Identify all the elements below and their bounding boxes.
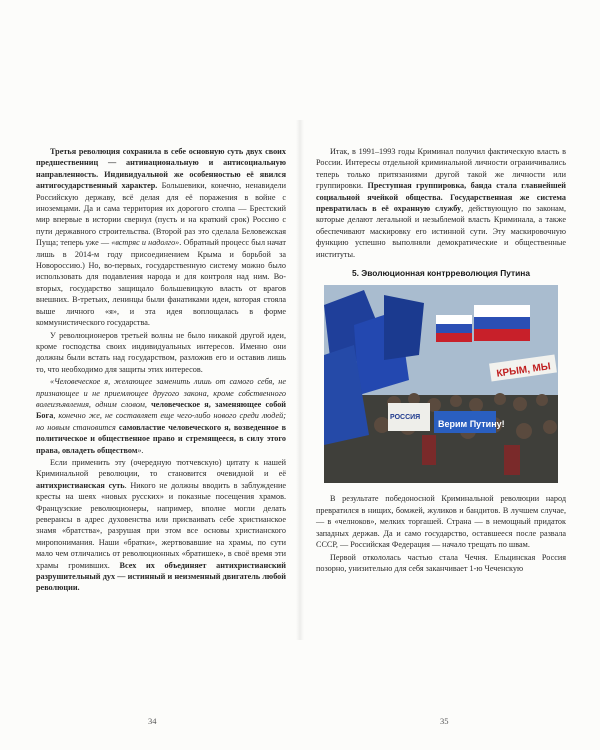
banner-russia: РОССИЯ — [390, 414, 421, 422]
rally-photo-illustration — [324, 285, 558, 483]
right-page-number: 35 — [440, 716, 449, 726]
left-p3-bold-2: самовластие человеческого я, возведенное в политическое и общественное право и стремящееся, в силу этого права, овладеть обществом — [36, 422, 286, 455]
left-p1-text-1: Большевики, конечно, ненавидели Российскую державу, всё делая для её поражения в войне с иноземцами. Да и сама территория их дорогого столпа — Брестский мир впервые в истории свернул (пусть и на краткий срок) Россию с пути державного строительства. (Второй раз это сделала Беловежская Пуща; теперь уже — — [36, 181, 286, 248]
right-paragraph-3 — [316, 552, 566, 575]
left-paragraph-1 — [36, 146, 286, 329]
left-p3-italic-2: , конечно же, не составляет еще чего-либо нового среди людей; но новым становится — [36, 411, 286, 432]
right-p1-bold: Преступная группировка, банда стала главнейшей социальной ячейкой общества. Государственная же система превратилась в её охранную службу — [316, 181, 566, 214]
right-p1-text-1: Итак, в 1991–1993 годы Криминал получил фактическую власть в России. Интересы отдельной криминальной личности ограничивались теперь только притязаниями другой такой же личности или группировки. — [316, 147, 566, 191]
right-paragraph-1 — [316, 146, 566, 260]
left-paragraph-3-quote — [36, 376, 286, 456]
left-p1-italic: «встряс и надолго» — [111, 238, 180, 248]
left-p1-bold: Третья революция сохранила в себе основную суть двух своих предшественниц — антинациональную и антисоциальную направленность. Индивидуальной же особенностью её явился антигосударственный характер. — [36, 147, 286, 191]
left-p4-text-2: . Никого не должны вводить в заблуждение кресты на шеях «новых русских» и показные посещения храмов. Французские революционеры, например, вполне могли делать реверансы в адрес духовенства или присваивать себе христианское знамя «братства», разрушая при этом все основы христианского миропонимания. Наши «братки», жертвовавшие на храмы, по сути мало чем отличались от революционных «братишек», в своё время эти храмы громивших. — [36, 480, 286, 570]
banner-verim-putinu: Верим Путину! — [438, 419, 505, 430]
left-p3-italic-1: «Человеческое я, желающее заменить лишь от самого себя, не признающее и не приемлющее другого закона, кроме собственного волеизъявления, одним словом, — [36, 377, 286, 409]
right-p2-text: В результате победоносной Криминальной революции народ превратился в нищих, бомжей, жуликов и бандитов. В лучшем случае, — в «челноков», мелких торгашей. Страна — в немощный придаток западных держав. Да и само государство, оставшееся после развала СССР, — Российская Федерация — начало трещать по швам. — [316, 494, 566, 550]
right-p3-text: Первой откололась частью стала Чечня. Ельцинская Россия позорно, унизительно для себя заканчивает 1-ю Чеченскую — [316, 552, 566, 573]
right-p1-text-2: , действующую по законам, которые делают легальной и незыблемой власть Криминала, а также обеспечивают маскировку его истинной сути. Эту маскировочную функцию успешно выполняли демократические и общественные институты. — [316, 204, 566, 259]
left-p4-text-1: Если применить эту (очередную тютчевскую) цитату к нашей Криминальной революции, то становится очевидной и её — [36, 457, 286, 479]
rally-photo — [324, 285, 558, 483]
left-p4-bold-2: Всех их объединяет антихристианский разрушительный дух — истинный и неизменный двигатель любой революции. — [36, 560, 286, 593]
banner-crimea: КРЫМ, МЫ — [495, 361, 552, 381]
left-page — [36, 146, 286, 595]
left-p1-text-2: . Обратный процесс был начат лишь в 2014-м году присоединением Крыма и борьбой за Новороссию.) Но, во-первых, государственную систему можно было использовать для подавления народа и для контроля над ним. Во-вторых, государство защищало большевицкую власть от врагов внешних. В-третьих, ленинцы были фанатиками идеи, которая стояла выше личного «я», и эта идея воплощалась в форме коммунистического государства. — [36, 238, 286, 328]
left-p3-bold-1: человеческое я, заменяющее собой Бога — [36, 399, 287, 421]
right-page — [316, 146, 566, 575]
left-page-number: 34 — [148, 716, 157, 726]
left-p3-italic-3: ». — [137, 445, 144, 455]
left-paragraph-2 — [36, 330, 286, 376]
left-p4-bold-1: антихристианская суть — [36, 480, 125, 490]
section-heading: 5. Эволюционная контрреволюция Путина — [351, 268, 530, 279]
right-paragraph-2 — [316, 493, 566, 550]
left-paragraph-4 — [36, 457, 286, 594]
book-gutter — [296, 120, 304, 640]
left-p2-text: У революционеров третьей волны не было никакой другой идеи, кроме господства своих индивидуальных интересов. Именно они должны были встать над государством, разложив его и оставив лишь то, что необходимо для защиты этих интересов. — [36, 330, 286, 374]
